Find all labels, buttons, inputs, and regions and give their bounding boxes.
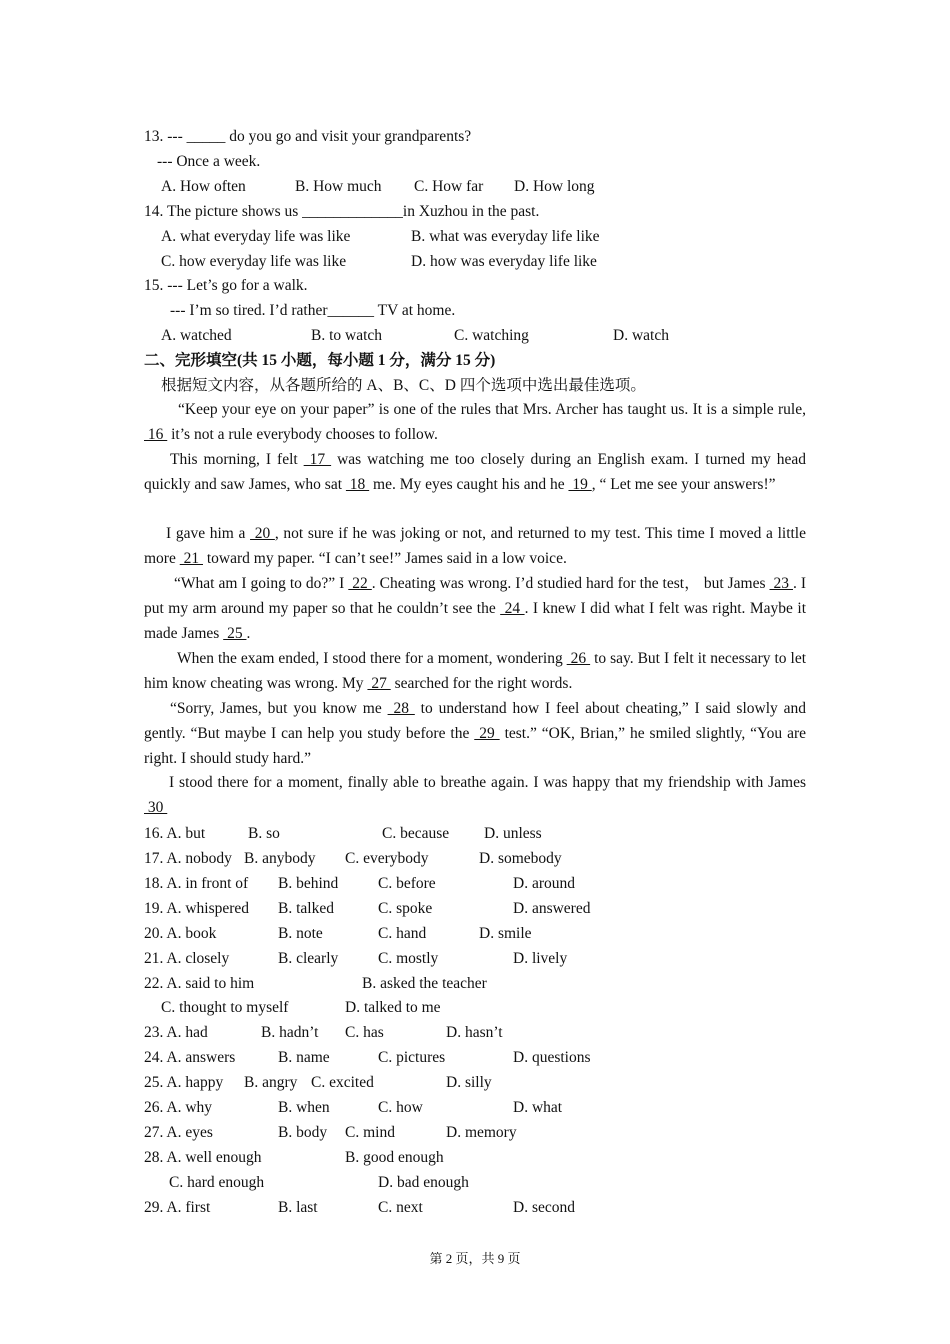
q13-option-d: D. How long (514, 178, 595, 195)
q24-option-b: B. name (278, 1049, 330, 1066)
blank-29: 29 (474, 724, 500, 742)
q25-option-d: D. silly (446, 1074, 492, 1091)
q15-reply: --- I’m so tired. I’d rather______ TV at home. (170, 302, 456, 319)
q18-option-b: B. behind (278, 875, 339, 892)
q21-option-c: C. mostly (378, 950, 439, 967)
q18-option-d: D. around (513, 875, 575, 892)
q14-option-d: D. how was everyday life like (411, 253, 597, 270)
q29-option-c: C. next (378, 1199, 423, 1216)
q14-option-a: A. what everyday life was like (161, 228, 351, 245)
blank-26: 26 (566, 650, 591, 667)
q19-option-c: C. spoke (378, 900, 433, 917)
q20-option-c: C. hand (378, 925, 427, 942)
q25-option-a: 25. A. happy (144, 1074, 224, 1091)
q17-option-d: D. somebody (479, 850, 562, 867)
q16-option-b: B. so (248, 825, 280, 842)
q21-option-a: 21. A. closely (144, 950, 230, 967)
q17-option-a: 17. A. nobody (144, 850, 232, 867)
q20-option-b: B. note (278, 925, 323, 942)
q25-option-b: B. angry (244, 1074, 298, 1091)
passage-paragraph-7: I stood there for a moment, finally able to breathe again. I was happy that my friendship with James 30 (144, 774, 806, 816)
q17-option-c: C. everybody (345, 850, 429, 867)
passage-paragraph-3: I gave him a 20 , not sure if he was joking or not, and returned to my test. This time I moved a little more 21 toward my paper. “I can’t see!” James said in a low voice. (144, 525, 806, 567)
passage-paragraph-4: “What am I going to do?” I 22 . Cheating was wrong. I’d studied hard for the test， but James 23 . I put my arm around my paper so that he couldn’t see the 24 . I knew I did what I felt was right. Maybe it made James 25 . (144, 575, 807, 642)
q14-option-c: C. how everyday life was like (161, 253, 347, 270)
q14-stem: 14. The picture shows us _____________in Xuzhou in the past. (144, 203, 540, 220)
blank-23: 23 (769, 575, 793, 592)
q23-option-a: 23. A. had (144, 1024, 208, 1041)
q27-option-b: B. body (278, 1124, 328, 1141)
q20-option-a: 20. A. book (144, 925, 217, 942)
q24-option-c: C. pictures (378, 1049, 446, 1066)
q19-option-d: D. answered (513, 900, 591, 917)
q21-option-b: B. clearly (278, 950, 339, 967)
q19-option-b: B. talked (278, 900, 334, 917)
page-footer: 第 2 页，共 9 页 (429, 1251, 521, 1266)
q16-option-a: 16. A. but (144, 825, 206, 842)
blank-20: 20 (250, 525, 275, 542)
passage-paragraph-6: “Sorry, James, but you know me 28 to understand how I feel about cheating,” I said slowly and gently. “But maybe I can help you study before the 29 test.” “OK, Brian,” he smiled slightly, “You are right. I should study hard.” (144, 700, 807, 767)
q22-option-d: D. talked to me (345, 999, 441, 1016)
blank-18: 18 (345, 475, 370, 493)
q13-reply: --- Once a week. (157, 153, 261, 170)
blank-19: 19 (568, 475, 592, 493)
section-instruction: 根据短文内容，从各题所给的 A、B、C、D 四个选项中选出最佳选项。 (161, 377, 646, 394)
q13-option-b: B. How much (295, 178, 382, 195)
blank-24: 24 (500, 599, 525, 617)
q16-option-d: D. unless (484, 825, 542, 842)
q29-option-b: B. last (278, 1199, 318, 1216)
q13-stem: 13. --- _____ do you go and visit your grandparents? (144, 128, 472, 145)
q22-option-a: 22. A. said to him (144, 975, 255, 992)
q27-option-c: C. mind (345, 1124, 395, 1141)
q15-option-a: A. watched (161, 327, 232, 344)
section-heading: 二、完形填空(共 15 小题，每小题 1 分，满分 15 分) (144, 352, 496, 369)
q17-option-b: B. anybody (244, 850, 316, 867)
q18-option-c: C. before (378, 875, 436, 892)
passage-paragraph-2: This morning, I felt 17 was watching me too closely during an English exam. I turned my head quickly and saw James, who sat 18 me. My eyes caught his and he 19 , “ Let me see your answers!” (144, 451, 807, 493)
q21-option-d: D. lively (513, 950, 568, 967)
q16-option-c: C. because (382, 825, 450, 842)
q22-option-c: C. thought to myself (161, 999, 289, 1016)
q29-option-d: D. second (513, 1199, 575, 1216)
blank-28: 28 (387, 700, 415, 717)
q15-option-b: B. to watch (311, 327, 383, 344)
q23-option-d: D. hasn’t (446, 1024, 503, 1041)
q13-option-c: C. How far (414, 178, 484, 195)
q22-option-b: B. asked the teacher (362, 975, 487, 992)
q27-option-d: D. memory (446, 1124, 517, 1141)
q20-option-d: D. smile (479, 925, 532, 942)
q26-option-a: 26. A. why (144, 1099, 213, 1116)
blank-27: 27 (367, 674, 391, 692)
q26-option-d: D. what (513, 1099, 563, 1116)
q25-option-c: C. excited (311, 1074, 374, 1091)
q19-option-a: 19. A. whispered (144, 900, 250, 917)
q28-option-a: 28. A. well enough (144, 1149, 262, 1166)
q15-stem: 15. --- Let’s go for a walk. (144, 277, 308, 294)
q24-option-d: D. questions (513, 1049, 591, 1066)
blank-16: 16 (144, 425, 168, 443)
q15-option-c: C. watching (454, 327, 529, 344)
blank-25: 25 (223, 624, 247, 642)
q13-option-a: A. How often (161, 178, 246, 195)
q24-option-a: 24. A. answers (144, 1049, 236, 1066)
q18-option-a: 18. A. in front of (144, 875, 249, 892)
blank-17: 17 (303, 451, 332, 468)
q26-option-c: C. how (378, 1099, 423, 1116)
q15-option-d: D. watch (613, 327, 669, 344)
blank-30: 30 (144, 798, 168, 816)
q23-option-c: C. has (345, 1024, 384, 1041)
blank-22: 22 (348, 575, 372, 592)
passage-paragraph-5: When the exam ended, I stood there for a moment, wondering 26 to say. But I felt it necessary to let him know cheating was wrong. My 27 searched for the right words. (144, 650, 807, 692)
q28-option-c: C. hard enough (169, 1174, 265, 1191)
q27-option-a: 27. A. eyes (144, 1124, 213, 1141)
q28-option-b: B. good enough (345, 1149, 444, 1166)
q14-option-b: B. what was everyday life like (411, 228, 600, 245)
q23-option-b: B. hadn’t (261, 1024, 319, 1041)
blank-21: 21 (179, 549, 203, 567)
q26-option-b: B. when (278, 1099, 330, 1116)
passage-paragraph-1: “Keep your eye on your paper” is one of the rules that Mrs. Archer has taught us. It is a simple rule, 16 it’s not a rule everybody chooses to follow. (144, 401, 806, 443)
q29-option-a: 29. A. first (144, 1199, 211, 1216)
q28-option-d: D. bad enough (378, 1174, 469, 1191)
